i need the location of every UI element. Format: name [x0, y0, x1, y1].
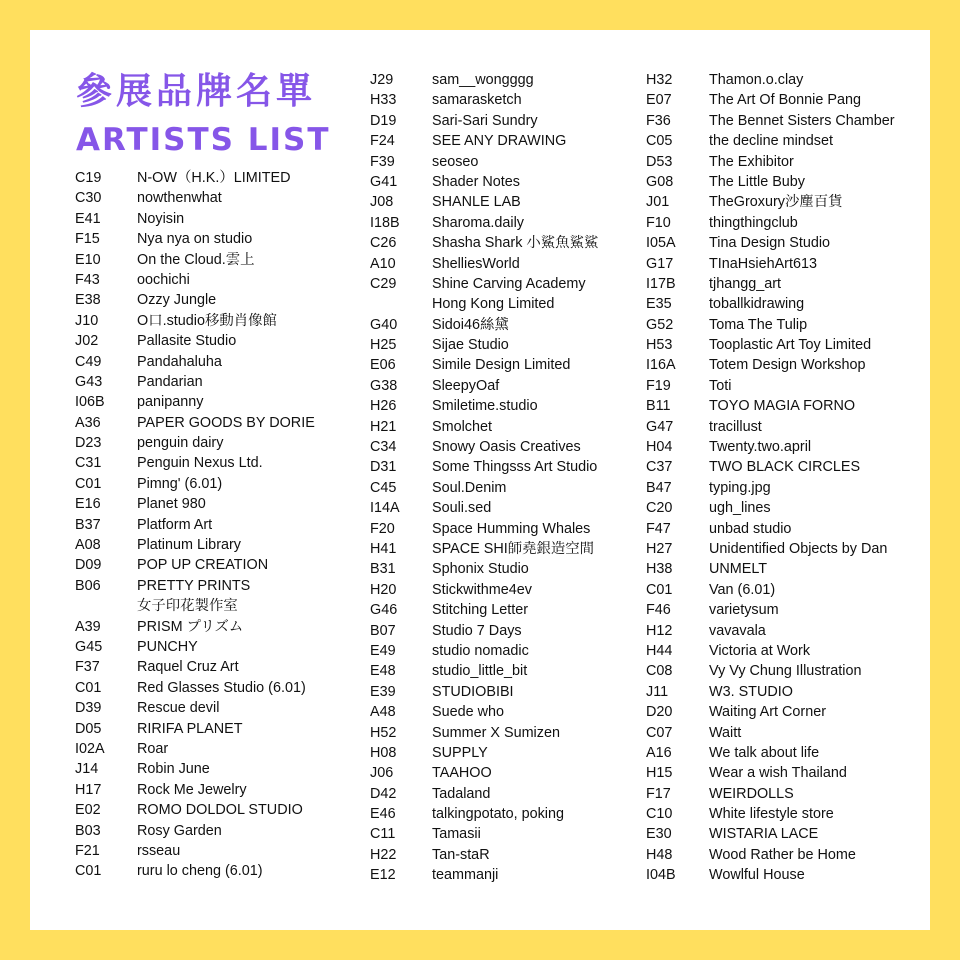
booth-code: F46 [646, 602, 671, 619]
artist-name: Vy Vy Chung Illustration [709, 663, 862, 680]
booth-code: A48 [370, 704, 396, 721]
booth-code: D05 [75, 720, 102, 737]
booth-code: E39 [370, 683, 396, 700]
booth-code: E49 [370, 642, 396, 659]
artist-name: Wowlful House [709, 867, 805, 884]
booth-code: C05 [646, 133, 673, 150]
booth-code: I16A [646, 357, 676, 374]
artist-name: Unidentified Objects by Dan [709, 540, 888, 557]
artist-name: PAPER GOODS BY DORIE [137, 414, 315, 431]
booth-code: G41 [370, 173, 398, 190]
artist-name: Rescue devil [137, 700, 220, 717]
booth-code: F10 [646, 214, 671, 231]
booth-code: H33 [370, 92, 397, 109]
artist-name: Victoria at Work [709, 642, 811, 659]
booth-code: E38 [75, 292, 101, 309]
artist-name: Stickwithme4ev [432, 581, 532, 598]
booth-code: C20 [646, 500, 673, 517]
artist-name: ROMO DOLDOL STUDIO [137, 802, 303, 819]
artist-name: tracillust [709, 418, 762, 435]
artist-name: The Little Buby [709, 173, 805, 190]
booth-code: F19 [646, 377, 671, 394]
booth-code: G08 [646, 173, 674, 190]
booth-code: B37 [75, 516, 101, 533]
booth-code: J11 [646, 683, 669, 700]
booth-code: C08 [646, 663, 673, 680]
artist-name: Sijae Studio [432, 337, 509, 354]
artist-name: unbad studio [709, 520, 792, 537]
artist-name: Roar [137, 740, 169, 757]
booth-code: C31 [75, 455, 102, 472]
booth-code: F15 [75, 231, 100, 248]
artist-name: Shasha Shark 小鯊魚鯊鯊 [432, 235, 599, 252]
artist-name: the decline mindset [709, 133, 833, 150]
artist-name: POP UP CREATION [137, 557, 269, 574]
booth-code: B47 [646, 479, 672, 496]
artist-name: SleepyOaf [432, 377, 500, 394]
artist-name: PRISM プリズム [137, 618, 244, 635]
artist-name: Rock Me Jewelry [137, 781, 247, 798]
artist-name: nowthenwhat [137, 190, 222, 207]
booth-code: G40 [370, 316, 398, 333]
artist-name: TWO BLACK CIRCLES [709, 459, 861, 476]
booth-code: I14A [370, 500, 400, 517]
booth-code: H08 [370, 744, 397, 761]
booth-code: H25 [370, 337, 397, 354]
artist-name: Ozzy Jungle [137, 292, 217, 309]
artist-name: varietysum [709, 602, 779, 619]
booth-code: F39 [370, 153, 395, 170]
booth-code: D39 [75, 700, 102, 717]
artist-name: Waitt [709, 724, 742, 741]
booth-code: G38 [370, 377, 398, 394]
artist-name: Raquel Cruz Art [137, 659, 239, 676]
artist-name: studio_little_bit [432, 663, 528, 680]
booth-code: C45 [370, 479, 397, 496]
booth-code: I06B [75, 394, 105, 411]
booth-code: H32 [646, 72, 673, 88]
booth-code: C01 [75, 679, 102, 696]
booth-code: E12 [370, 867, 396, 884]
artist-name: Thamon.o.clay [709, 72, 804, 88]
booth-code: G52 [646, 316, 674, 333]
booth-code: F37 [75, 659, 100, 676]
booth-code: C11 [370, 826, 396, 843]
artist-name: TInaHsiehArt613 [709, 255, 817, 272]
booth-code: H12 [646, 622, 673, 639]
booth-code: J29 [370, 72, 394, 88]
artist-name: samarasketch [432, 92, 522, 109]
artist-name: Totem Design Workshop [709, 357, 866, 374]
artist-name: Sidoi46絲黛 [432, 316, 509, 333]
artist-name: Platform Art [137, 516, 213, 533]
artist-name: Tadaland [432, 785, 491, 802]
booth-code: C01 [646, 581, 673, 598]
artist-name: SHANLE LAB [432, 194, 521, 211]
artist-name: N-OW（H.K.）LIMITED [137, 170, 291, 186]
booth-code: H26 [370, 398, 397, 415]
booth-code: I05A [646, 235, 676, 252]
artist-name: Sharoma.daily [432, 214, 524, 231]
artist-name: Tamasii [432, 826, 481, 843]
artist-name: WEIRDOLLS [709, 785, 794, 802]
artist-name: Sphonix Studio [432, 561, 529, 578]
booth-code: A39 [75, 618, 101, 635]
artist-name: Red Glasses Studio (6.01) [137, 679, 306, 696]
artist-name: Rosy Garden [137, 822, 222, 839]
artist-name: SEE ANY DRAWING [432, 133, 567, 150]
artist-name: Wear a wish Thailand [709, 765, 847, 782]
booth-code: C19 [75, 170, 102, 186]
booth-code: A16 [646, 744, 672, 761]
artist-name: WISTARIA LACE [709, 826, 819, 843]
artist-name: ShelliesWorld [432, 255, 520, 272]
artist-name: seoseo [432, 153, 479, 170]
artist-name: Platinum Library [137, 537, 241, 554]
artist-name: ruru lo cheng (6.01) [137, 863, 263, 880]
booth-code: H44 [646, 642, 673, 659]
artist-name: PUNCHY [137, 638, 198, 655]
booth-code: G46 [370, 602, 398, 619]
artist-name: thingthingclub [709, 214, 798, 231]
booth-code: C10 [646, 806, 673, 823]
page-title-english: ARTISTS LIST [76, 122, 331, 158]
booth-code: H38 [646, 561, 673, 578]
booth-code: A08 [75, 537, 101, 554]
booth-code: E07 [646, 92, 672, 109]
booth-code: D09 [75, 557, 102, 574]
booth-code: C01 [75, 863, 102, 880]
booth-code: D19 [370, 112, 397, 129]
artist-name: tjhangg_art [709, 275, 782, 292]
booth-code: E30 [646, 826, 672, 843]
booth-code: B11 [646, 398, 671, 415]
booth-code: F17 [646, 785, 671, 802]
booth-code: C34 [370, 439, 397, 456]
artist-name: Summer X Sumizen [432, 724, 560, 741]
artist-name: The Exhibitor [709, 153, 794, 170]
artist-name: Suede who [432, 704, 505, 721]
artist-name: Van (6.01) [709, 581, 776, 598]
booth-code: C29 [370, 275, 397, 292]
booth-code: C30 [75, 190, 102, 207]
booth-code: E35 [646, 296, 672, 313]
artist-name: Pandarian [137, 373, 203, 390]
artist-name: Nya nya on studio [137, 231, 253, 248]
booth-code: E46 [370, 806, 396, 823]
artist-name: teammanji [432, 867, 499, 884]
booth-code: I02A [75, 740, 105, 757]
booth-code: G43 [75, 373, 103, 390]
artist-name: Tan-staR [432, 846, 490, 863]
artist-name: vavavala [709, 622, 766, 639]
page-title-chinese: 參展品牌名單 [76, 71, 317, 112]
artist-name: Smolchet [432, 418, 492, 435]
booth-code: C26 [370, 235, 397, 252]
artist-name: Toti [709, 377, 732, 394]
artist-name: studio nomadic [432, 642, 529, 659]
booth-code: H04 [646, 439, 673, 456]
booth-code: E41 [75, 210, 101, 227]
booth-code: F21 [75, 842, 100, 859]
artist-name: panipanny [137, 394, 204, 411]
artist-name: Simile Design Limited [432, 357, 571, 374]
artist-name: typing.jpg [709, 479, 771, 496]
artist-name: Tina Design Studio [709, 235, 831, 252]
artist-name: PRETTY PRINTS [137, 577, 251, 594]
artist-name: SPACE SHI師堯銀造空間 [432, 540, 595, 557]
artist-name: Wood Rather be Home [709, 846, 856, 863]
booth-code: E10 [75, 251, 101, 268]
artist-name: Pimng' (6.01) [137, 475, 223, 492]
artist-name: Robin June [137, 761, 210, 778]
booth-code: H21 [370, 418, 397, 435]
artist-name: The Art Of Bonnie Pang [709, 92, 861, 109]
booth-code: H48 [646, 846, 673, 863]
booth-code: C01 [75, 475, 102, 492]
booth-code: H53 [646, 337, 673, 354]
booth-code: C49 [75, 353, 102, 370]
artist-name: Souli.sed [432, 500, 492, 517]
booth-code: G45 [75, 638, 103, 655]
booth-code: B06 [75, 577, 101, 594]
artist-name: sam__wongggg [432, 72, 534, 88]
booth-code: J06 [370, 765, 394, 782]
artist-name: Hong Kong Limited [432, 296, 555, 313]
artist-name: SUPPLY [432, 744, 488, 761]
artist-name: Shader Notes [432, 173, 520, 190]
booth-code: D20 [646, 704, 673, 721]
artist-name: Tooplastic Art Toy Limited [709, 337, 872, 354]
booth-code: A10 [370, 255, 396, 272]
artist-name: Studio 7 Days [432, 622, 522, 639]
booth-code: D23 [75, 435, 102, 452]
artist-name: White lifestyle store [709, 806, 834, 823]
booth-code: H22 [370, 846, 397, 863]
artist-name: Waiting Art Corner [709, 704, 827, 721]
booth-code: B31 [370, 561, 396, 578]
booth-code: H52 [370, 724, 397, 741]
artist-name: STUDIOBIBI [432, 683, 514, 700]
artist-name: talkingpotato, poking [432, 806, 565, 823]
artist-name: W3. STUDIO [709, 683, 793, 700]
booth-code: F20 [370, 520, 395, 537]
artist-name: rsseau [137, 842, 181, 859]
artist-name: Snowy Oasis Creatives [432, 439, 581, 456]
artist-name: penguin dairy [137, 435, 224, 452]
booth-code: I17B [646, 275, 676, 292]
list-card [30, 30, 930, 930]
artist-name: Shine Carving Academy [432, 275, 586, 292]
artist-name: toballkidrawing [709, 296, 805, 313]
booth-code: E06 [370, 357, 396, 374]
artist-name: Planet 980 [137, 496, 206, 513]
artist-name: Stitching Letter [432, 602, 528, 619]
booth-code: J08 [370, 194, 394, 211]
artist-name: TAAHOO [432, 765, 492, 782]
booth-code: I18B [370, 214, 400, 231]
booth-code: C07 [646, 724, 673, 741]
artist-name: Soul.Denim [432, 479, 507, 496]
artist-name: oochichi [137, 271, 190, 288]
artist-name: Smiletime.studio [432, 398, 538, 415]
artist-name: 女子印花製作室 [137, 598, 238, 615]
booth-code: E16 [75, 496, 101, 513]
booth-code: F24 [370, 133, 395, 150]
booth-code: J14 [75, 761, 99, 778]
booth-code: H17 [75, 781, 102, 798]
booth-code: D42 [370, 785, 397, 802]
artist-name: ugh_lines [709, 500, 771, 517]
artist-name: Space Humming Whales [432, 520, 591, 537]
artist-name: RIRIFA PLANET [137, 720, 243, 737]
booth-code: H20 [370, 581, 397, 598]
artist-name: TheGroxury沙塵百貨 [709, 194, 843, 211]
booth-code: C37 [646, 459, 673, 476]
artist-name: UNMELT [709, 561, 768, 578]
booth-code: F36 [646, 112, 671, 129]
artist-name: Penguin Nexus Ltd. [137, 455, 263, 472]
booth-code: E02 [75, 802, 101, 819]
booth-code: A36 [75, 414, 101, 431]
booth-code: J10 [75, 312, 99, 329]
booth-code: G47 [646, 418, 674, 435]
booth-code: J02 [75, 333, 99, 350]
artist-name: Pallasite Studio [137, 333, 237, 350]
artist-name: Some Thingsss Art Studio [432, 459, 598, 476]
artist-name: TOYO MAGIA FORNO [709, 398, 856, 415]
booth-code: H27 [646, 540, 673, 557]
booth-code: H41 [370, 540, 397, 557]
artist-name: Noyisin [137, 210, 185, 227]
booth-code: B03 [75, 822, 101, 839]
artist-name: O口.studio移動肖像館 [137, 312, 277, 329]
booth-code: D31 [370, 459, 397, 476]
artist-name: Twenty.two.april [709, 439, 812, 456]
artist-name: On the Cloud.雲上 [137, 251, 255, 268]
booth-code: H15 [646, 765, 673, 782]
booth-code: F43 [75, 271, 100, 288]
artist-name: Sari-Sari Sundry [432, 112, 538, 129]
artist-name: Toma The Tulip [709, 316, 808, 333]
booth-code: G17 [646, 255, 674, 272]
booth-code: J01 [646, 194, 670, 211]
booth-code: D53 [646, 153, 673, 170]
booth-code: B07 [370, 622, 396, 639]
booth-code: I04B [646, 867, 676, 884]
artist-name: We talk about life [709, 744, 820, 761]
booth-code: F47 [646, 520, 671, 537]
artist-name: Pandahaluha [137, 353, 222, 370]
booth-code: E48 [370, 663, 396, 680]
title-block [76, 66, 331, 160]
artist-name: The Bennet Sisters Chamber [709, 112, 895, 129]
